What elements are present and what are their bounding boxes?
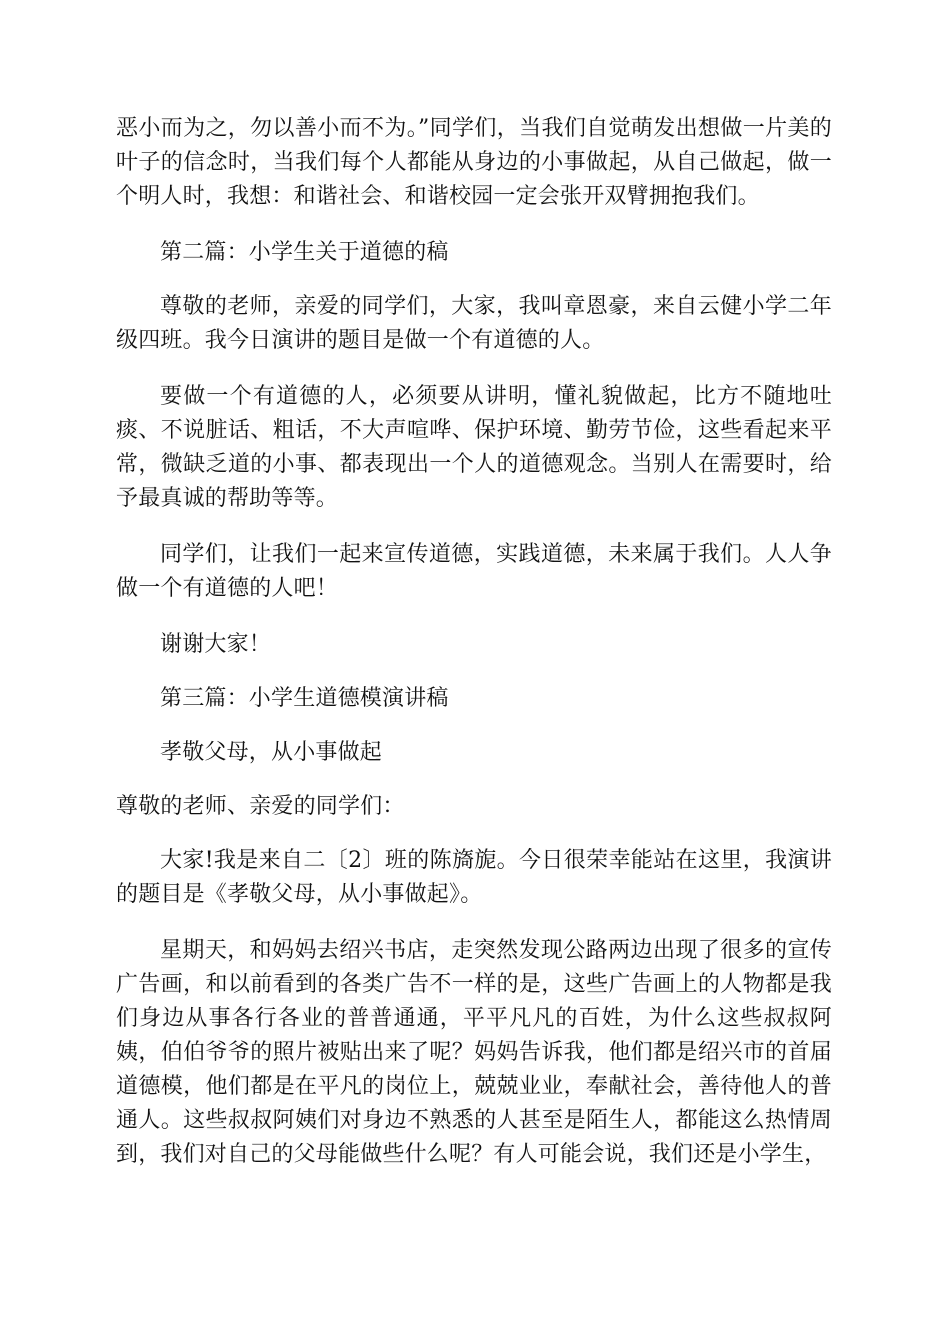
salutation: 尊敬的老师、亲爱的同学们： (116, 794, 405, 819)
paragraph-1: 恶小而为之，勿以善小而不为。”同学们，当我们自觉萌发出想做一片美的叶子的信念时，当我们每个人都能从身边的小事做起，从自己做起，做一个明人时，我想：和谐社会、和谐校园一定会张开双臂拥抱我们。 (116, 116, 832, 209)
paragraph-7: 星期天，和妈妈去绍兴书店，走突然发现公路两边出现了很多的宣传广告画，和以前看到的各类广告不一样的是，这些广告画上的人物都是我们身边从事各行各业的普普通通，平平凡凡的百姓，为什么这些叔叔阿姨，伯伯爷爷的照片被贴出来了呢？妈妈告诉我，他们都是绍兴市的首届道德模，他们都是在平凡的岗位上，兢兢业业，奉献社会，善待他人的普通人。这些叔叔阿姨们对身边不熟悉的人甚至是陌生人，都能这么热情周到，我们对自己的父母能做些什么呢？有人可能会说，我们还是小学生， (116, 938, 832, 1167)
paragraph-2: 尊敬的老师，亲爱的同学们，大家，我叫章恩豪，来自云健小学二年级四班。我今日演讲的题目是做一个有道德的人。 (116, 294, 832, 353)
paragraph-5: 谢谢大家！ (160, 632, 272, 657)
section-heading-3: 第三篇：小学生道德模演讲稿 (160, 686, 449, 711)
paragraph-6: 大家!我是来自二〔2〕班的陈旖旎。今日很荣幸能站在这里，我演讲的题目是《孝敬父母，从小事做起》。 (116, 848, 832, 907)
section-heading-2: 第二篇：小学生关于道德的稿 (160, 240, 449, 265)
paragraph-4: 同学们，让我们一起来宣传道德，实践道德，未来属于我们。人人争做一个有道德的人吧！ (116, 542, 832, 601)
speech-title: 孝敬父母，从小事做起 (160, 740, 383, 765)
paragraph-3: 要做一个有道德的人，必须要从讲明，懂礼貌做起，比方不随地吐痰、不说脏话、粗话，不大声喧哗、保护环境、勤劳节俭，这些看起来平常，微缺乏道的小事、都表现出一个人的道德观念。当别人在需要时，给予最真诚的帮助等等。 (116, 384, 832, 511)
document-body (116, 112, 832, 1194)
